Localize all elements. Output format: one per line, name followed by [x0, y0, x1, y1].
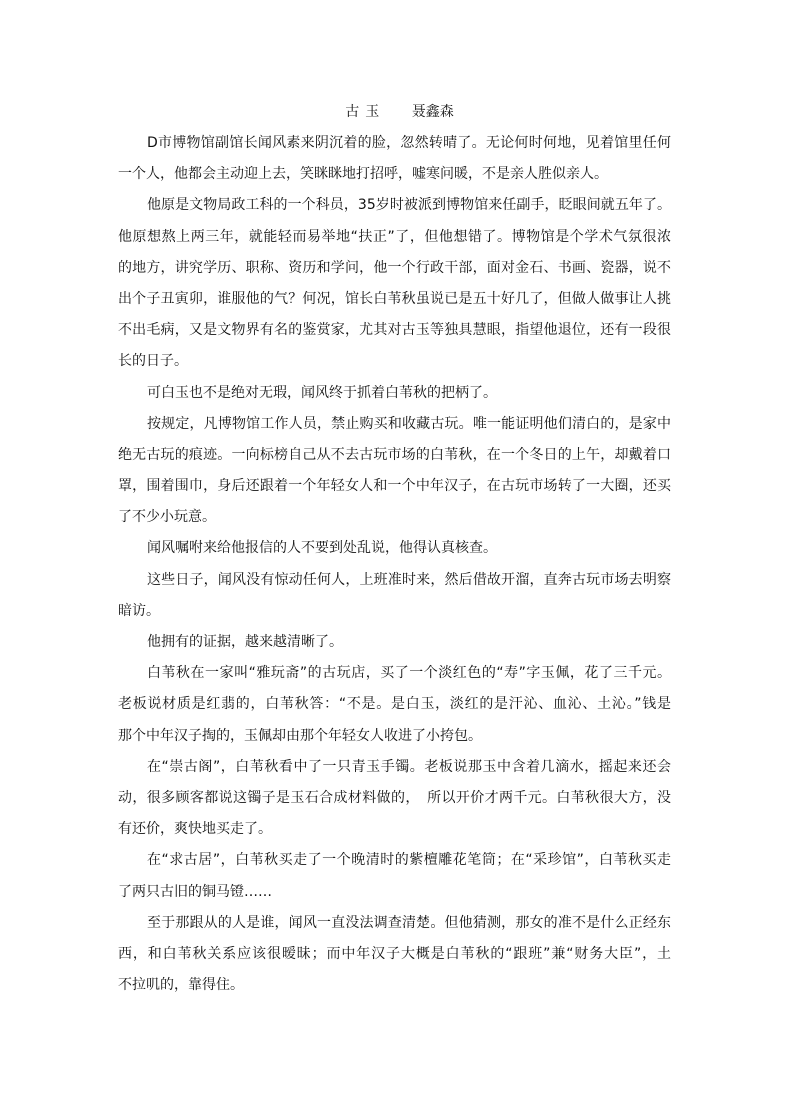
text-line: 动，很多顾客都说这镯子是玉石合成材料做的， 所以开价才两千元。白苇秋很大方，没	[118, 789, 671, 806]
author-name: 聂鑫森	[411, 104, 454, 120]
text-line: 他原想熬上两三年，就能轻而易举地“扶正”了，但他想错了。博物馆是个学术气氛很浓	[118, 228, 671, 245]
text-line: 在“求古居”，白苇秋买走了一个晚清时的紫檀雕花笔筒；在“采珍馆”，白苇秋买走	[147, 852, 671, 869]
paragraph	[118, 658, 671, 752]
text-line: 了两只古旧的铜马镫……	[118, 883, 272, 900]
text-line: 了不少小玩意。	[118, 509, 216, 526]
text-line: 按规定，凡博物馆工作人员，禁止购买和收藏古玩。唯一能证明他们清白的，是家中	[147, 415, 671, 432]
text-line: 一个人，他都会主动迎上去，笑眯眯地打招呼，嘘寒问暖，不是亲人胜似亲人。	[118, 166, 608, 183]
text-line: 可白玉也不是绝对无瑕，闻风终于抓着白苇秋的把柄了。	[147, 384, 497, 401]
text-line: 他拥有的证据，越来越清晰了。	[147, 634, 343, 650]
text-line: 老板说材质是红翡的，白苇秋答：“不是。是白玉，淡红的是汗沁、血沁、土沁。”钱是	[118, 696, 671, 713]
paragraph	[118, 908, 671, 1002]
text-line: 那个中年汉子掏的，玉佩却由那个年轻女人收进了小挎包。	[118, 727, 482, 744]
paragraph	[118, 409, 671, 534]
paragraph	[118, 627, 671, 658]
paragraph	[118, 845, 671, 907]
paragraph	[118, 190, 671, 377]
article-body	[118, 128, 671, 1001]
text-line: 长的日子。	[118, 353, 188, 370]
text-line: 这些日子，闻风没有惊动任何人，上班准时来，然后借故开溜，直奔古玩市场去明察	[147, 571, 671, 588]
text-line: 不拉叽的，靠得住。	[118, 977, 244, 994]
text-line: 绝无古玩的痕迹。一向标榜自己从不去古玩市场的白苇秋，在一个冬日的上午，却戴着口	[118, 446, 671, 463]
story-title: 古玉	[345, 104, 386, 120]
paragraph	[118, 378, 671, 409]
paragraph	[118, 565, 671, 627]
text-line: 闻风嘱咐来给他报信的人不要到处乱说，他得认真核查。	[147, 540, 497, 557]
text-line: D市博物馆副馆长闻风素来阴沉着的脸，忽然转晴了。无论何时何地，见着馆里任何	[147, 135, 671, 151]
title-line	[118, 97, 671, 128]
text-line: 有还价，爽快地买走了。	[118, 821, 272, 838]
text-line: 的地方，讲究学历、职称、资历和学问，他一个行政干部，面对金石、书画、瓷器，说不	[118, 259, 671, 276]
paragraph	[118, 128, 671, 190]
text-line: 在“崇古阁”，白苇秋看中了一只青玉手镯。老板说那玉中含着几滴水，摇起来还会	[147, 758, 671, 775]
text-line: 暗访。	[118, 602, 160, 619]
text-line: 出个子丑寅卯，谁服他的气？何况，馆长白苇秋虽说已是五十好几了，但做人做事让人挑	[118, 290, 671, 307]
paragraph	[118, 533, 671, 564]
text-line: 西，和白苇秋关系应该很暧昧；而中年汉子大概是白苇秋的“跟班”兼“财务大臣”，土	[118, 945, 671, 962]
text-line: 白苇秋在一家叫“雅玩斋”的古玩店，买了一个淡红色的“寿”字玉佩，花了三千元。	[147, 665, 671, 682]
document-page	[118, 97, 671, 1001]
text-line: 不出毛病，又是文物界有名的鉴赏家，尤其对古玉等独具慧眼，指望他退位，还有一段很	[118, 322, 671, 339]
paragraph	[118, 752, 671, 846]
text-line: 罩，围着围巾，身后还跟着一个年轻女人和一个中年汉子，在古玩市场转了一大圈，还买	[118, 478, 671, 495]
text-line: 他原是文物局政工科的一个科员，35岁时被派到博物馆来任副手，眨眼间就五年了。	[147, 197, 671, 214]
text-line: 至于那跟从的人是谁，闻风一直没法调查清楚。但他猜测，那女的准不是什么正经东	[147, 914, 671, 931]
